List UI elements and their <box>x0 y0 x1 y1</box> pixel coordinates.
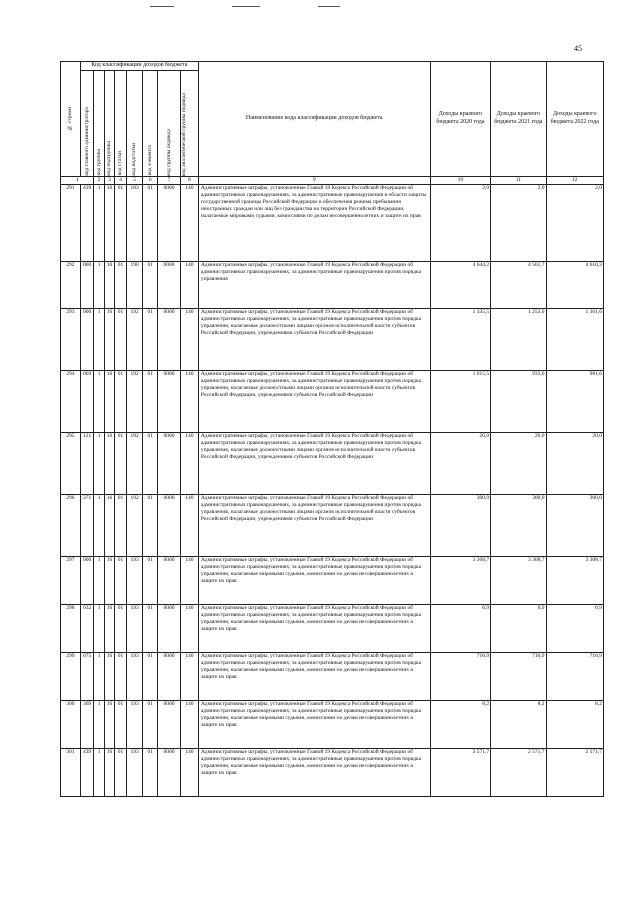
code-column-header: код элемента <box>143 70 158 176</box>
revenue-2022-cell: 6,9 <box>546 604 604 652</box>
admin-code-cell: 069 <box>80 370 94 432</box>
revenue-name-cell: Административные штрафы, установленные Главой 19 Кодекса Российской Федерации об административных правонарушениях, за административные правонарушения против порядка управления, налагаемые должностными лицами органов исполнительной власти субъектов Российской Федерации, учреждениями субъектов Российской Федерации <box>198 308 430 370</box>
revenue-2022-cell: 4 610,3 <box>546 261 604 308</box>
article-code-cell: 01 <box>115 556 126 604</box>
subarticle-code-cell: 192 <box>126 370 143 432</box>
group-code-cell: 1 <box>94 604 104 652</box>
table-row <box>61 432 604 494</box>
row-number-cell: 297 <box>61 556 81 604</box>
column-number-row <box>61 176 604 184</box>
row-number-cell: 298 <box>61 604 81 652</box>
revenue-2020-cell: 8,2 <box>430 700 491 748</box>
subarticle-code-cell: 193 <box>126 748 143 796</box>
subarticle-code-cell: 192 <box>126 308 143 370</box>
article-code-cell: 01 <box>115 261 126 308</box>
revenue-name-cell: Административные штрафы, установленные Главой 19 Кодекса Российской Федерации об административных правонарушениях, за административные правонарушения против порядка управления, налагаемые мировыми судьями, комиссиями по делам несовершеннолетних и защите их прав <box>198 700 430 748</box>
group-code-cell: 1 <box>94 432 104 494</box>
top-scan-line <box>150 6 174 7</box>
admin-code-cell: 000 <box>80 261 94 308</box>
subarticle-code-cell: 193 <box>126 700 143 748</box>
element-code-cell: 01 <box>143 184 158 261</box>
table-row <box>61 604 604 652</box>
column-number: 3 <box>104 176 114 184</box>
column-number: 4 <box>115 176 126 184</box>
revenue-name-cell: Административные штрафы, установленные Главой 19 Кодекса Российской Федерации об административных правонарушениях, за административные правонарушения против порядка управления, налагаемые мировыми судьями, комиссиями по делам несовершеннолетних и защите их прав <box>198 652 430 700</box>
revenue-2020-cell: 4 644,2 <box>430 261 491 308</box>
group-code-cell: 1 <box>94 652 104 700</box>
admin-code-cell: 032 <box>80 604 94 652</box>
revenue-2021-cell: 20,0 <box>491 432 546 494</box>
subgroup-code-cell: 16 <box>104 604 114 652</box>
revenue-2022-cell: 1 301,6 <box>546 308 604 370</box>
admin-code-cell: 000 <box>80 308 94 370</box>
table-row <box>61 652 604 700</box>
subtype-group-code-cell: 0000 <box>158 556 181 604</box>
revenue-2022-cell: 716,9 <box>546 652 604 700</box>
revenue-2020-cell: 20,0 <box>430 432 491 494</box>
table-row <box>61 370 604 432</box>
revenue-2021-cell: 2 571,7 <box>491 748 546 796</box>
table-row <box>61 494 604 556</box>
code-column-header: код аналитической группы подвида <box>181 70 199 176</box>
analytic-group-code-cell: 140 <box>181 556 199 604</box>
admin-code-cell: 439 <box>80 748 94 796</box>
element-code-cell: 01 <box>143 652 158 700</box>
article-code-cell: 01 <box>115 652 126 700</box>
revenue-2022-cell: 2 571,7 <box>546 748 604 796</box>
code-column-header: код группы <box>94 70 104 176</box>
column-number: 2 <box>94 176 104 184</box>
row-number-cell: 300 <box>61 700 81 748</box>
subarticle-code-cell: 192 <box>126 494 143 556</box>
code-column-header: код группы подвида <box>158 70 181 176</box>
page-number: 45 <box>574 44 582 53</box>
subarticle-code-cell: 193 <box>126 604 143 652</box>
top-scan-line <box>318 6 340 7</box>
revenue-name-cell: Административные штрафы, установленные Главой 19 Кодекса Российской Федерации об административных правонарушениях, за административные правонарушения против порядка управления, налагаемые мировыми судьями, комиссиями по делам несовершеннолетних и защите их прав <box>198 604 430 652</box>
year-2020-header: Доходы краевого бюджета 2020 года <box>430 62 491 177</box>
subgroup-code-cell: 16 <box>104 652 114 700</box>
row-number-cell: 301 <box>61 748 81 796</box>
article-code-cell: 01 <box>115 308 126 370</box>
subgroup-code-cell: 16 <box>104 308 114 370</box>
row-number-header: № строки <box>61 62 81 177</box>
subgroup-code-cell: 16 <box>104 432 114 494</box>
subgroup-code-cell: 16 <box>104 370 114 432</box>
revenue-2021-cell: 3 308,7 <box>491 556 546 604</box>
code-column-header: код статьи <box>115 70 126 176</box>
element-code-cell: 01 <box>143 494 158 556</box>
revenue-name-cell: Административные штрафы, установленные Главой 19 Кодекса Российской Федерации об административных правонарушениях, за административные правонарушения против порядка управления, налагаемые должностными лицами органов исполнительной власти субъектов Российской Федерации, учреждениями субъектов Российской Федерации <box>198 432 430 494</box>
analytic-group-code-cell: 140 <box>181 370 199 432</box>
year-2021-header: Доходы краевого бюджета 2021 года <box>491 62 546 177</box>
group-code-cell: 1 <box>94 700 104 748</box>
group-code-cell: 1 <box>94 261 104 308</box>
revenue-2020-cell: 300,0 <box>430 494 491 556</box>
column-number: 1 <box>61 176 94 184</box>
subtype-group-code-cell: 0000 <box>158 604 181 652</box>
revenue-2022-cell: 300,0 <box>546 494 604 556</box>
subgroup-code-cell: 16 <box>104 494 114 556</box>
code-group-header: Код классификации доходов бюджета <box>80 62 198 71</box>
article-code-cell: 01 <box>115 432 126 494</box>
admin-code-cell: 121 <box>80 432 94 494</box>
analytic-group-code-cell: 140 <box>181 652 199 700</box>
subgroup-code-cell: 16 <box>104 700 114 748</box>
table-row <box>61 308 604 370</box>
revenue-2021-cell: 8,2 <box>491 700 546 748</box>
element-code-cell: 01 <box>143 748 158 796</box>
admin-code-cell: 000 <box>80 556 94 604</box>
article-code-cell: 01 <box>115 700 126 748</box>
code-column-header: код главного администратора <box>80 70 94 176</box>
revenue-name-cell: Административные штрафы, установленные Главой 19 Кодекса Российской Федерации об административных правонарушениях, за административные правонарушения против порядка управления, налагаемые должностными лицами органов исполнительной власти субъектов Российской Федерации, учреждениями субъектов Российской Федерации <box>198 494 430 556</box>
subarticle-code-cell: 192 <box>126 432 143 494</box>
analytic-group-code-cell: 140 <box>181 432 199 494</box>
revenue-2022-cell: 8,2 <box>546 700 604 748</box>
article-code-cell: 01 <box>115 370 126 432</box>
analytic-group-code-cell: 140 <box>181 604 199 652</box>
subtype-group-code-cell: 0000 <box>158 432 181 494</box>
subgroup-code-cell: 16 <box>104 748 114 796</box>
column-number: 8 <box>181 176 199 184</box>
revenue-2021-cell: 1 253,0 <box>491 308 546 370</box>
column-number: 7 <box>158 176 181 184</box>
element-code-cell: 01 <box>143 370 158 432</box>
revenue-2020-cell: 2,0 <box>430 184 491 261</box>
subarticle-code-cell: 190 <box>126 261 143 308</box>
row-number-cell: 291 <box>61 184 81 261</box>
analytic-group-code-cell: 140 <box>181 184 199 261</box>
revenue-2020-cell: 3 308,7 <box>430 556 491 604</box>
revenue-2020-cell: 1 015,5 <box>430 370 491 432</box>
subtype-group-code-cell: 0000 <box>158 700 181 748</box>
revenue-2021-cell: 4 561,7 <box>491 261 546 308</box>
revenue-name-cell: Административные штрафы, установленные Главой 19 Кодекса Российской Федерации об административных правонарушениях, за административные правонарушения против порядка управления, налагаемые должностными лицами органов исполнительной власти субъектов Российской Федерации, учреждениями субъектов Российской Федерации <box>198 370 430 432</box>
article-code-cell: 01 <box>115 184 126 261</box>
revenue-name-cell: Административные штрафы, установленные Главой 19 Кодекса Российской Федерации об административных правонарушениях, за административные правонарушения против порядка управления, налагаемые мировыми судьями, комиссиями по делам несовершеннолетних и защите их прав <box>198 556 430 604</box>
row-number-cell: 296 <box>61 494 81 556</box>
admin-code-cell: 075 <box>80 652 94 700</box>
element-code-cell: 01 <box>143 700 158 748</box>
group-code-cell: 1 <box>94 308 104 370</box>
subtype-group-code-cell: 0000 <box>158 748 181 796</box>
revenue-2021-cell: 933,0 <box>491 370 546 432</box>
row-number-cell: 295 <box>61 432 81 494</box>
revenue-2020-cell: 1 335,5 <box>430 308 491 370</box>
article-code-cell: 01 <box>115 604 126 652</box>
subtype-group-code-cell: 0000 <box>158 494 181 556</box>
code-column-header: код подстатьи <box>126 70 143 176</box>
subtype-group-code-cell: 0000 <box>158 308 181 370</box>
admin-code-cell: 371 <box>80 494 94 556</box>
element-code-cell: 01 <box>143 308 158 370</box>
group-code-cell: 1 <box>94 184 104 261</box>
code-column-header: код подгруппы <box>104 70 114 176</box>
subgroup-code-cell: 16 <box>104 556 114 604</box>
row-number-cell: 292 <box>61 261 81 308</box>
row-number-cell: 294 <box>61 370 81 432</box>
subgroup-code-cell: 16 <box>104 184 114 261</box>
subgroup-code-cell: 16 <box>104 261 114 308</box>
group-code-cell: 1 <box>94 370 104 432</box>
subarticle-code-cell: 193 <box>126 652 143 700</box>
revenue-2022-cell: 2,0 <box>546 184 604 261</box>
revenue-name-cell: Административные штрафы, установленные Главой 19 Кодекса Российской Федерации об административных правонарушениях, за административные правонарушения против порядка управления, налагаемые мировыми судьями, комиссиями по делам несовершеннолетних и защите их прав <box>198 748 430 796</box>
group-code-cell: 1 <box>94 494 104 556</box>
revenue-2022-cell: 20,0 <box>546 432 604 494</box>
table-row <box>61 261 604 308</box>
admin-code-cell: 439 <box>80 184 94 261</box>
revenue-2020-cell: 6,9 <box>430 604 491 652</box>
column-number: 9 <box>198 176 430 184</box>
revenue-2021-cell: 6,9 <box>491 604 546 652</box>
revenue-2021-cell: 716,9 <box>491 652 546 700</box>
revenue-name-cell: Административные штрафы, установленные Главой 18 Кодекса Российской Федерации об административных правонарушениях, за административные правонарушения в области защиты государственной границы Российской Федерации и обеспечения режима пребывания иностранных граждан или лиц без гражданства на территории Российской Федерации, налагаемые мировыми судьями, комиссиями по делам несовершеннолетних и защите их прав <box>198 184 430 261</box>
element-code-cell: 01 <box>143 556 158 604</box>
group-code-cell: 1 <box>94 556 104 604</box>
table-row <box>61 556 604 604</box>
article-code-cell: 01 <box>115 748 126 796</box>
admin-code-cell: 369 <box>80 700 94 748</box>
subtype-group-code-cell: 0000 <box>158 261 181 308</box>
revenue-2021-cell: 2,0 <box>491 184 546 261</box>
element-code-cell: 01 <box>143 261 158 308</box>
analytic-group-code-cell: 140 <box>181 748 199 796</box>
revenue-name-cell: Административные штрафы, установленные Главой 19 Кодекса Российской Федерации об административных правонарушениях, за административные правонарушения против порядка управления <box>198 261 430 308</box>
subtype-group-code-cell: 0000 <box>158 652 181 700</box>
year-2022-header: Доходы краевого бюджета 2022 года <box>546 62 604 177</box>
revenue-2020-cell: 716,9 <box>430 652 491 700</box>
revenue-2020-cell: 2 571,7 <box>430 748 491 796</box>
subtype-group-code-cell: 0000 <box>158 184 181 261</box>
revenue-2021-cell: 300,0 <box>491 494 546 556</box>
table-row <box>61 184 604 261</box>
subarticle-code-cell: 193 <box>126 556 143 604</box>
row-number-cell: 299 <box>61 652 81 700</box>
analytic-group-code-cell: 140 <box>181 261 199 308</box>
analytic-group-code-cell: 140 <box>181 308 199 370</box>
column-number: 10 <box>430 176 491 184</box>
column-number: 6 <box>143 176 158 184</box>
top-scan-line <box>232 6 260 7</box>
revenue-2022-cell: 3 308,7 <box>546 556 604 604</box>
element-code-cell: 01 <box>143 604 158 652</box>
revenue-2022-cell: 981,6 <box>546 370 604 432</box>
analytic-group-code-cell: 140 <box>181 700 199 748</box>
column-number: 5 <box>126 176 143 184</box>
article-code-cell: 01 <box>115 494 126 556</box>
column-number: 12 <box>546 176 604 184</box>
analytic-group-code-cell: 140 <box>181 494 199 556</box>
row-number-cell: 293 <box>61 308 81 370</box>
revenue-classification-table <box>60 61 604 797</box>
table-row <box>61 700 604 748</box>
group-code-cell: 1 <box>94 748 104 796</box>
column-number: 11 <box>491 176 546 184</box>
name-header: Наименование кода классификации доходов бюджета <box>198 62 430 177</box>
element-code-cell: 01 <box>143 432 158 494</box>
subarticle-code-cell: 183 <box>126 184 143 261</box>
table-row <box>61 748 604 796</box>
subtype-group-code-cell: 0000 <box>158 370 181 432</box>
